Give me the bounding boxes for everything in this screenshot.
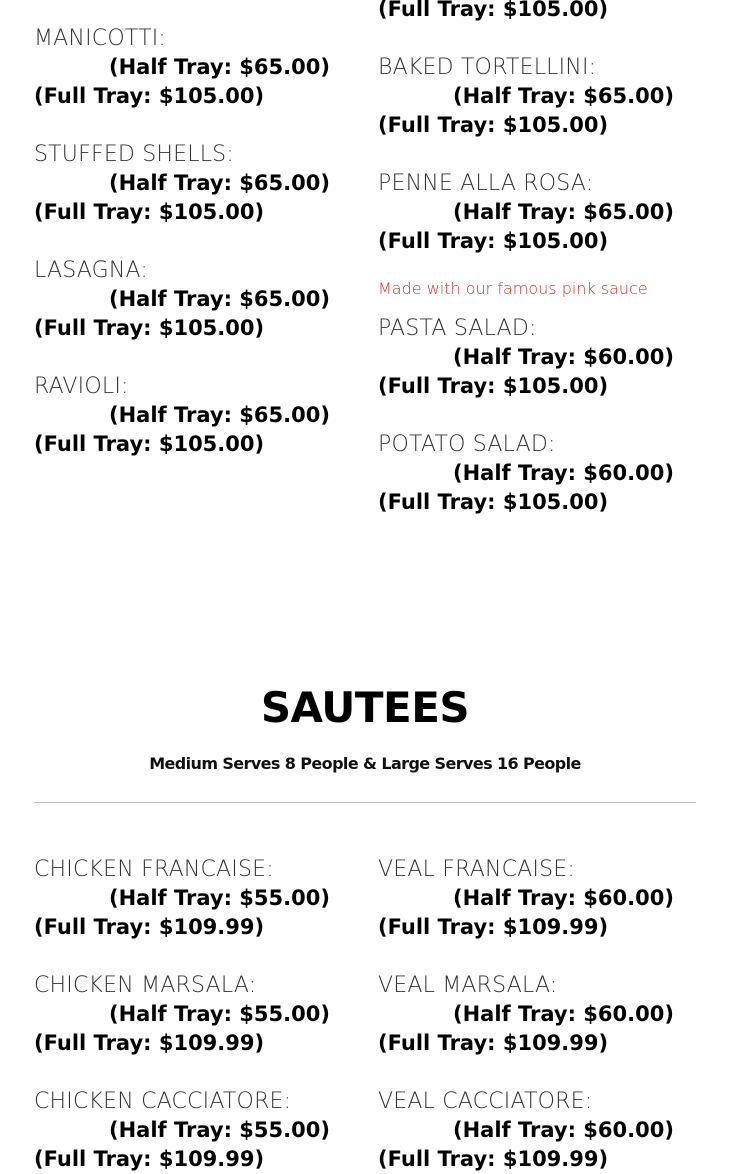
half-tray-price: (Half Tray: $60.00)	[453, 886, 674, 910]
half-tray-price: (Half Tray: $60.00)	[453, 345, 674, 369]
half-tray-price: (Half Tray: $65.00)	[453, 84, 674, 108]
half-tray-price: (Half Tray: $65.00)	[109, 55, 330, 79]
item-name: LASAGNA:	[34, 258, 149, 283]
section-divider	[34, 802, 696, 803]
full-tray-price: (Full Tray: $109.99)	[378, 1031, 609, 1055]
full-tray-price: (Full Tray: $109.99)	[34, 1031, 265, 1055]
full-tray-price: (Full Tray: $105.00)	[378, 113, 609, 137]
menu-item-baked-tortellini	[378, 53, 708, 169]
item-name: POTATO SALAD:	[378, 432, 556, 457]
full-tray-price: (Full Tray: $105.00)	[378, 374, 609, 398]
item-name: CHICKEN CACCIATORE:	[34, 1089, 292, 1114]
item-name: MANICOTTI:	[34, 26, 167, 51]
half-tray-price: (Half Tray: $55.00)	[109, 886, 330, 910]
menu-item-lasagna	[34, 256, 364, 372]
full-tray-price: (Full Tray: $109.99)	[378, 915, 609, 939]
menu-item-veal-marsala	[378, 971, 708, 1087]
menu-item-veal-cacciatore	[378, 1087, 708, 1174]
full-tray-price: (Full Tray: $109.99)	[34, 915, 265, 939]
pasta-left-column	[34, 24, 364, 459]
item-name: PASTA SALAD:	[378, 316, 537, 341]
pasta-right-column	[378, 0, 708, 517]
item-name: PENNE ALLA ROSA:	[378, 171, 594, 196]
menu-item-penne-alla-rosa	[378, 169, 708, 303]
item-name: VEAL CACCIATORE:	[378, 1089, 593, 1114]
full-tray-price: (Full Tray: $105.00)	[34, 200, 265, 224]
half-tray-price: (Half Tray: $65.00)	[109, 403, 330, 427]
menu-item-chicken-cacciatore	[34, 1087, 364, 1174]
full-tray-price: (Full Tray: $105.00)	[34, 432, 265, 456]
full-tray-price: (Full Tray: $109.99)	[34, 1147, 265, 1171]
half-tray-price: (Half Tray: $55.00)	[109, 1002, 330, 1026]
menu-item-chicken-marsala	[34, 971, 364, 1087]
menu-item-stuffed-shells	[34, 140, 364, 256]
menu-item-potato-salad	[378, 430, 708, 517]
section-subtitle: Medium Serves 8 People & Large Serves 16 People	[149, 754, 581, 773]
half-tray-price: (Half Tray: $65.00)	[109, 287, 330, 311]
half-tray-price: (Half Tray: $65.00)	[109, 171, 330, 195]
full-tray-price: (Full Tray: $105.00)	[34, 316, 265, 340]
half-tray-price: (Half Tray: $60.00)	[453, 1118, 674, 1142]
menu-item-chicken-francaise	[34, 855, 364, 971]
item-name: BAKED TORTELLINI:	[378, 55, 597, 80]
item-name: VEAL FRANCAISE:	[378, 857, 575, 882]
menu-item-veal-francaise	[378, 855, 708, 971]
menu-item-ravioli	[34, 372, 364, 459]
item-name: VEAL MARSALA:	[378, 973, 558, 998]
full-tray-price: (Full Tray: $105.00)	[378, 490, 609, 514]
section-title: SAUTEES	[260, 683, 470, 732]
full-tray-price: (Full Tray: $105.00)	[34, 84, 265, 108]
half-tray-price: (Half Tray: $65.00)	[453, 200, 674, 224]
half-tray-price: (Half Tray: $60.00)	[453, 461, 674, 485]
sautees-left-column	[34, 855, 364, 1174]
half-tray-price: (Half Tray: $60.00)	[453, 1002, 674, 1026]
item-name: CHICKEN MARSALA:	[34, 973, 257, 998]
menu-item-manicotti	[34, 24, 364, 140]
item-name: RAVIOLI:	[34, 374, 129, 399]
full-tray-price: (Full Tray: $105.00)	[378, 0, 609, 21]
half-tray-price: (Half Tray: $55.00)	[109, 1118, 330, 1142]
full-tray-price: (Full Tray: $105.00)	[378, 229, 609, 253]
item-name: STUFFED SHELLS:	[34, 142, 234, 167]
item-name: CHICKEN FRANCAISE:	[34, 857, 274, 882]
sautees-right-column	[378, 855, 708, 1174]
full-tray-price: (Full Tray: $109.99)	[378, 1147, 609, 1171]
menu-item-pasta-salad	[378, 314, 708, 430]
item-note: Made with our famous pink sauce	[378, 279, 648, 298]
